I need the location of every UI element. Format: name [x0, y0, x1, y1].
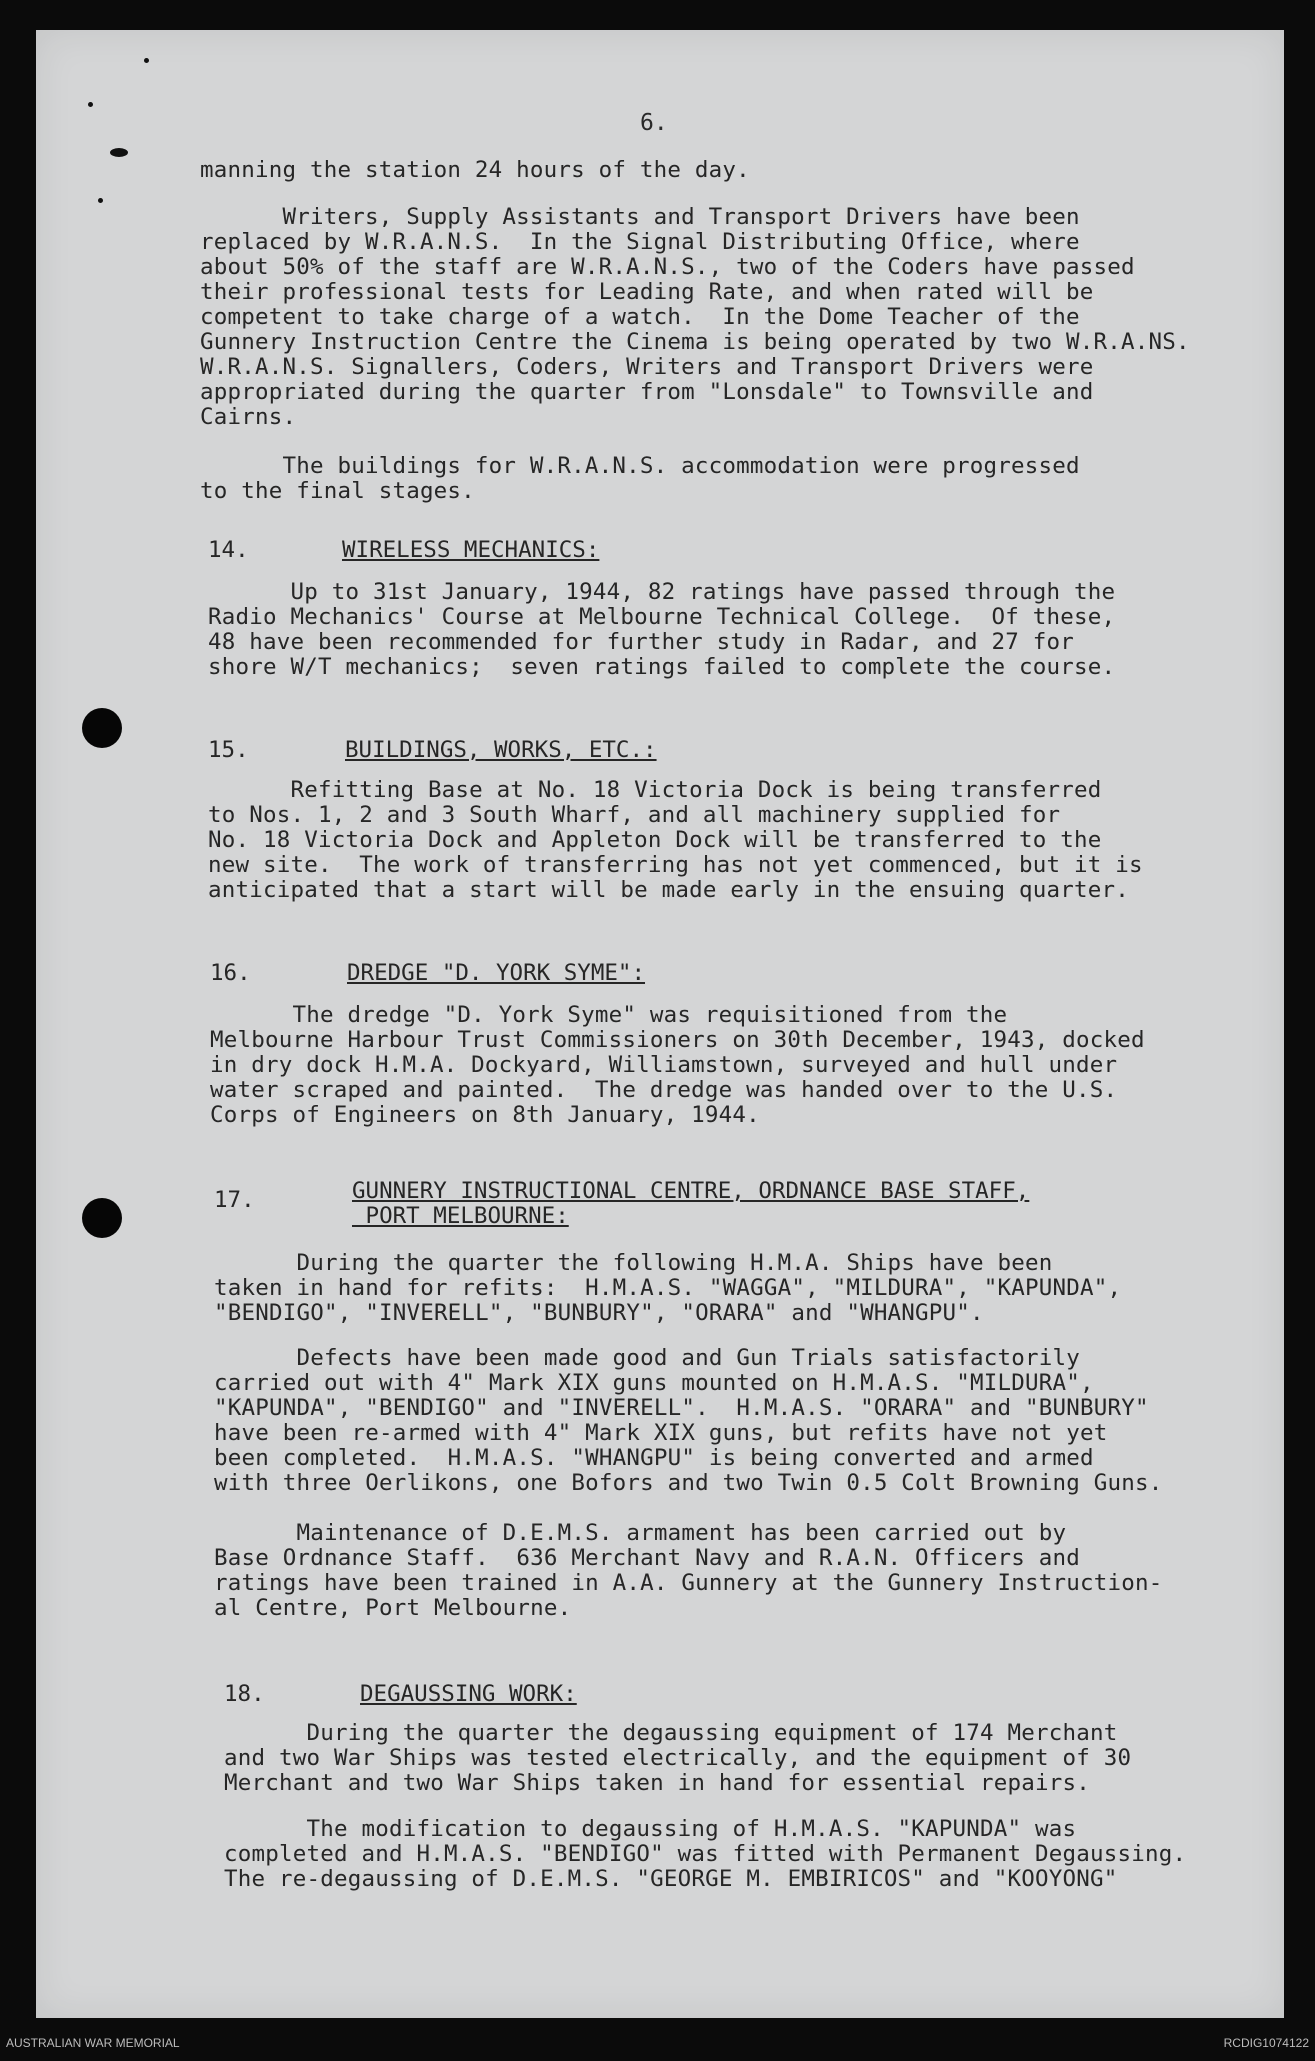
section-15-number: 15. [208, 737, 249, 763]
paper-mark [98, 198, 103, 203]
page-number: 6. [640, 110, 668, 136]
paper-mark [110, 148, 128, 157]
paragraph-manning: manning the station 24 hours of the day. [200, 157, 750, 183]
section-18-body-modification: The modification to degaussing of H.M.A.S. "KAPUNDA" was completed and H.M.A.S. "BENDIGO" was fitted with Permanent Degaussing. The re-degaussing of D.E.M.S. "GEORGE M. EMBIRICOS" and "KOOYONG" [224, 1816, 1187, 1892]
section-14-heading: WIRELESS MECHANICS: [342, 537, 600, 563]
section-17-body-refits: During the quarter the following H.M.A. Ships have been taken in hand for refits: H.M.A.S. "WAGGA", "MILDURA", "KAPUNDA", "BENDIGO", "INVERELL", "BUNBURY", "ORARA" and "WHANGPU". [214, 1250, 1122, 1326]
footer-record-id: RCDIG1074122 [1223, 2036, 1309, 2050]
section-16-body: The dredge "D. York Syme" was requisitioned from the Melbourne Harbour Trust Commissioners on 30th December, 1943, docked in dry dock H.M.A. Dockyard, Williamstown, surveyed and hull under water scraped and painted. The dredge was handed over to the U.S. Corps of Engineers on 8th January, 1944. [210, 1002, 1145, 1128]
paragraph-wrans: Writers, Supply Assistants and Transport Drivers have been replaced by W.R.A.N.S. In the Signal Distributing Office, where about 50% of the staff are W.R.A.N.S., two of the Coders have passed their professional tests for Leading Rate, and when rated will be competent to take charge of a watch. In the Dome Teacher of the Gunnery Instruction Centre the Cinema is being operated by two W.R.A.NS. W.R.A.N.S. Signallers, Coders, Writers and Transport Drivers were appropriated during the quarter from "Lonsdale" to Townsville and Cairns. [200, 204, 1190, 430]
section-17-number: 17. [214, 1187, 255, 1213]
footer-archive-name: AUSTRALIAN WAR MEMORIAL [6, 2036, 180, 2050]
section-14-body: Up to 31st January, 1944, 82 ratings have passed through the Radio Mechanics' Course at Melbourne Technical College. Of these, 48 have been recommended for further study in Radar, and 27 for shore W/T mechanics; seven ratings failed to complete the course. [208, 579, 1116, 680]
punch-hole-top [82, 708, 122, 748]
paragraph-buildings-wrans: The buildings for W.R.A.N.S. accommodation were progressed to the final stages. [200, 453, 1080, 504]
section-15-heading: BUILDINGS, WORKS, ETC.: [345, 737, 657, 763]
section-16-number: 16. [210, 960, 251, 986]
section-14-number: 14. [208, 537, 249, 563]
section-18-number: 18. [224, 1681, 265, 1707]
section-18-heading: DEGAUSSING WORK: [360, 1681, 577, 1707]
section-16-heading: DREDGE "D. YORK SYME": [347, 960, 646, 986]
section-17-heading: GUNNERY INSTRUCTIONAL CENTRE, ORDNANCE BASE STAFF, PORT MELBOURNE: [352, 1178, 1030, 1229]
section-15-body: Refitting Base at No. 18 Victoria Dock is being transferred to Nos. 1, 2 and 3 South Wharf, and all machinery supplied for No. 18 Victoria Dock and Appleton Dock will be transferred to the new site. The work of transferring has not yet commenced, but it is anticipated that a start will be made early in the ensuing quarter. [208, 777, 1143, 903]
section-17-body-maintenance: Maintenance of D.E.M.S. armament has been carried out by Base Ordnance Staff. 636 Merchant Navy and R.A.N. Officers and ratings have been trained in A.A. Gunnery at the Gunnery Instruction- al Centre, Port Melbourne. [214, 1520, 1163, 1621]
paper-mark [88, 102, 93, 107]
punch-hole-bottom [82, 1198, 122, 1238]
section-18-body-testing: During the quarter the degaussing equipment of 174 Merchant and two War Ships was tested electrically, and the equipment of 30 Merchant and two War Ships taken in hand for essential repairs. [224, 1720, 1132, 1796]
paper-mark [144, 58, 149, 63]
section-17-body-gun-trials: Defects have been made good and Gun Trials satisfactorily carried out with 4" Mark XIX guns mounted on H.M.A.S. "MILDURA", "KAPUNDA", "BENDIGO" and "INVERELL". H.M.A.S. "ORARA" and "BUNBURY" have been re-armed with 4" Mark XIX guns, but refits have not yet been completed. H.M.A.S. "WHANGPU" is being converted and armed with three Oerlikons, one Bofors and two Twin 0.5 Colt Browning Guns. [214, 1345, 1163, 1496]
